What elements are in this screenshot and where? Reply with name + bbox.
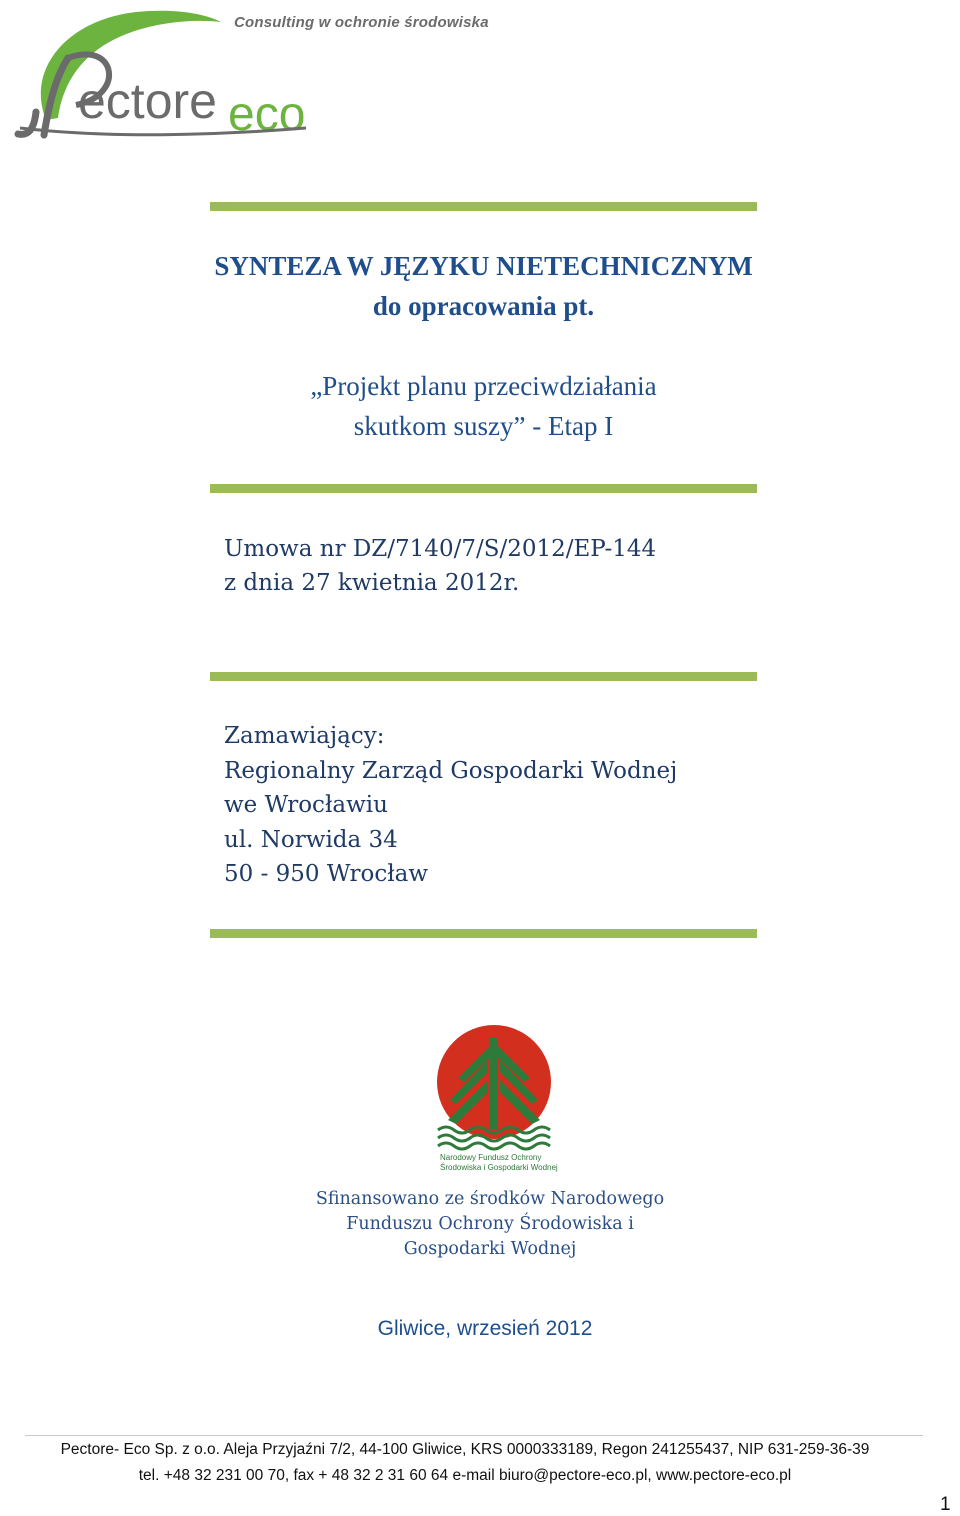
nfos-caption-line-2: Środowiska i Gospodarki Wodnej bbox=[440, 1163, 558, 1172]
funding-note bbox=[290, 1187, 690, 1262]
client-info bbox=[224, 719, 677, 892]
logo-text-accent: eco bbox=[228, 88, 306, 141]
client-label: Zamawiający: bbox=[224, 723, 385, 749]
title-line-2: do opracowania pt. bbox=[372, 291, 595, 321]
funding-line-3: Gospodarki Wodnej bbox=[403, 1239, 577, 1259]
project-title-line-1: „Projekt planu przeciwdziałania bbox=[310, 371, 657, 401]
footer-company-info: Pectore- Eco Sp. z o.o. Aleja Przyjaźni 7/2, 44-100 Gliwice, KRS 0000333189, Regon 241255437, NIP 631-259-36-39 bbox=[60, 1441, 870, 1458]
project-title-line-2: skutkom suszy” - Etap I bbox=[353, 411, 614, 441]
funding-line-1: Sfinansowano ze środków Narodowego bbox=[315, 1189, 665, 1209]
divider-rule bbox=[210, 672, 757, 681]
nfosigw-logo bbox=[430, 1020, 560, 1175]
divider-rule bbox=[210, 484, 757, 493]
title-line-1: SYNTEZA W JĘZYKU NIETECHNICZNYM bbox=[214, 251, 753, 281]
contract-info bbox=[224, 532, 656, 600]
footer-contact-info: tel. +48 32 231 00 70, fax + 48 32 2 31 60 64 e-mail biuro@pectore-eco.pl, www.pectore-eco.pl bbox=[138, 1467, 792, 1484]
contract-number: Umowa nr DZ/7140/7/S/2012/EP-144 bbox=[224, 536, 657, 562]
footer-divider bbox=[25, 1435, 923, 1436]
divider-rule bbox=[210, 929, 757, 938]
place-date: Gliwice, wrzesień 2012 bbox=[377, 1317, 593, 1340]
client-city: 50 - 950 Wrocław bbox=[224, 861, 429, 887]
nfos-caption-line-1: Narodowy Fundusz Ochrony bbox=[440, 1153, 542, 1162]
funding-line-2: Funduszu Ochrony Środowiska i bbox=[346, 1214, 634, 1234]
client-name-line-1: Regionalny Zarząd Gospodarki Wodnej bbox=[224, 757, 678, 784]
client-street: ul. Norwida 34 bbox=[224, 826, 398, 853]
document-title bbox=[210, 246, 757, 326]
page-number: 1 bbox=[940, 1494, 951, 1515]
company-tagline: Consulting w ochronie środowiska bbox=[234, 14, 489, 31]
divider-rule bbox=[210, 202, 757, 211]
project-title bbox=[210, 366, 757, 446]
contract-date: z dnia 27 kwietnia 2012r. bbox=[224, 570, 520, 596]
logo-text-main: ectore bbox=[78, 73, 217, 129]
client-name-line-2: we Wrocławiu bbox=[224, 792, 388, 818]
